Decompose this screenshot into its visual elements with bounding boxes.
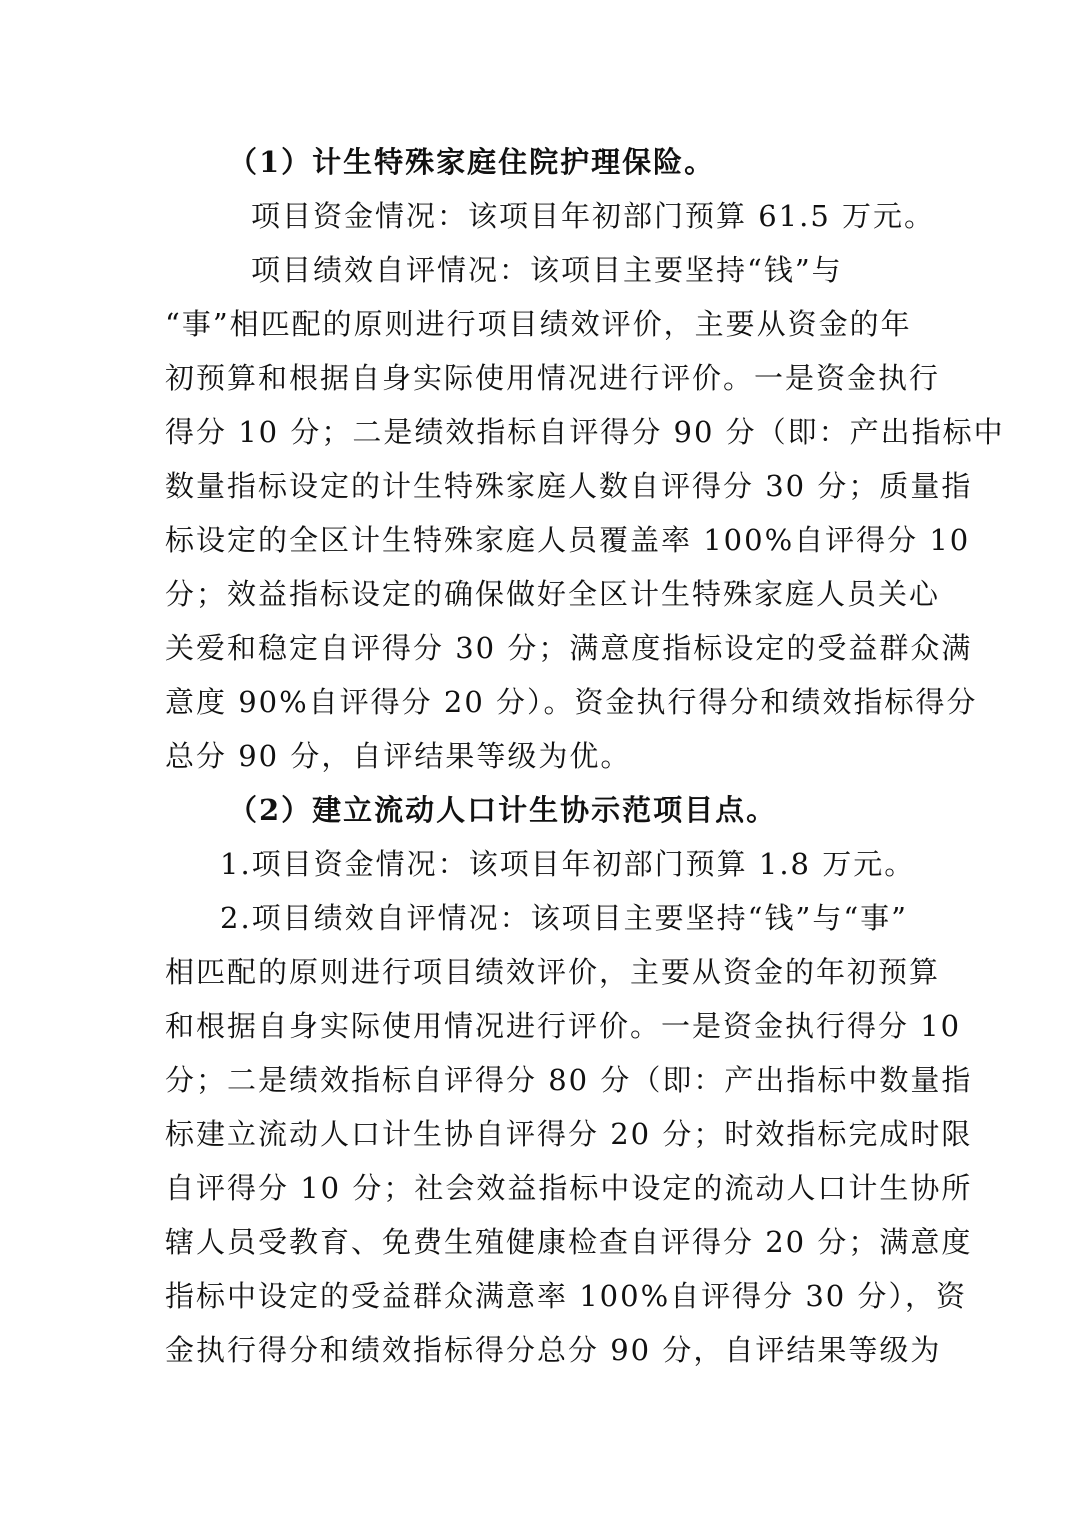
section-heading-1: （1）计生特殊家庭住院护理保险。: [228, 145, 716, 179]
paragraph-line: 分；效益指标设定的确保做好全区计生特殊家庭人员关心: [165, 577, 941, 611]
paragraph-line: 标设定的全区计生特殊家庭人员覆盖率 100%自评得分 10: [165, 523, 971, 557]
paragraph-line: 关爱和稳定自评得分 30 分；满意度指标设定的受益群众满: [165, 631, 973, 665]
paragraph-line: 辖人员受教育、免费生殖健康检查自评得分 20 分；满意度: [165, 1225, 973, 1259]
paragraph-line: “事”相匹配的原则进行项目绩效评价，主要从资金的年: [165, 307, 912, 341]
paragraph-line: 项目绩效自评情况：该项目主要坚持“钱”与: [251, 253, 843, 287]
paragraph-line: 指标中设定的受益群众满意率 100%自评得分 30 分），资: [165, 1279, 967, 1313]
paragraph-line: 总分 90 分，自评结果等级为优。: [165, 739, 632, 773]
paragraph-line: 意度 90%自评得分 20 分）。资金执行得分和绩效指标得分: [165, 685, 978, 719]
paragraph-line: 数量指标设定的计生特殊家庭人数自评得分 30 分；质量指: [165, 469, 973, 503]
paragraph-line: 项目资金情况：该项目年初部门预算 61.5 万元。: [251, 199, 936, 233]
paragraph-line: 自评得分 10 分；社会效益指标中设定的流动人口计生协所: [165, 1171, 973, 1205]
paragraph-line: 金执行得分和绩效指标得分总分 90 分，自评结果等级为: [165, 1333, 942, 1367]
paragraph-line: 初预算和根据自身实际使用情况进行评价。一是资金执行: [165, 361, 941, 395]
paragraph-line: 相匹配的原则进行项目绩效评价，主要从资金的年初预算: [165, 955, 941, 989]
paragraph-line: 标建立流动人口计生协自评得分 20 分；时效指标完成时限: [165, 1117, 973, 1151]
paragraph-line: 得分 10 分；二是绩效指标自评得分 90 分（即：产出指标中: [165, 415, 1005, 449]
paragraph-line: 分；二是绩效指标自评得分 80 分（即：产出指标中数量指: [165, 1063, 973, 1097]
paragraph-line: 和根据自身实际使用情况进行评价。一是资金执行得分 10: [165, 1009, 962, 1043]
paragraph-line: 1.项目资金情况：该项目年初部门预算 1.8 万元。: [220, 847, 916, 881]
paragraph-line: 2.项目绩效自评情况：该项目主要坚持“钱”与“事”: [220, 901, 908, 935]
section-heading-2: （2）建立流动人口计生协示范项目点。: [228, 793, 778, 827]
